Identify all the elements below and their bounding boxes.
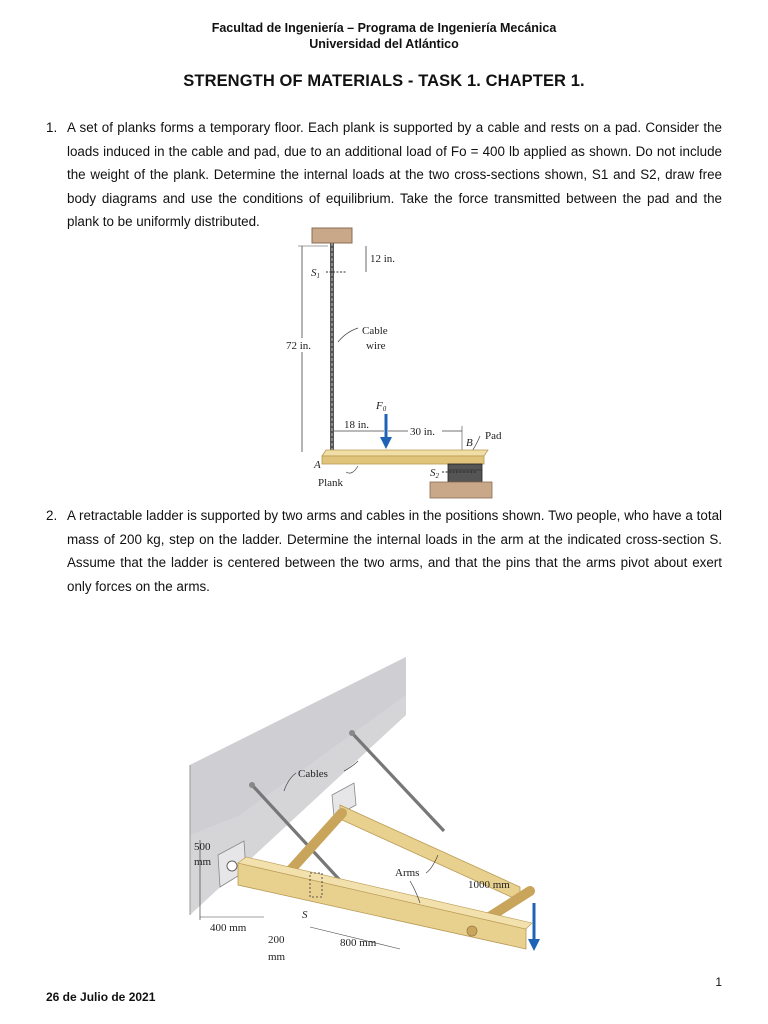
problem-2 <box>46 504 722 598</box>
problem-1 <box>46 116 722 234</box>
cable-back <box>352 733 444 831</box>
footer-date: 26 de Julio de 2021 <box>46 990 156 1004</box>
figure-1-plank-cable <box>280 224 520 500</box>
label-72in: 72 in. <box>286 340 312 352</box>
header-university: Universidad del Atlántico <box>309 37 459 51</box>
problem-1-number: 1. <box>46 120 58 135</box>
label-f0: F0 <box>376 400 387 413</box>
label-200-mm: mm <box>268 951 286 963</box>
pad-block <box>448 464 482 482</box>
pad-support <box>430 482 492 498</box>
label-500: 500 <box>194 841 211 853</box>
label-30in: 30 in. <box>410 426 436 438</box>
label-cables: Cables <box>298 768 328 780</box>
ceiling-support <box>312 228 352 243</box>
label-pad: Pad <box>485 430 502 442</box>
label-cable: Cable <box>362 325 388 337</box>
label-18in: 18 in. <box>344 419 370 431</box>
label-800: 800 mm <box>340 937 377 949</box>
label-1000: 1000 mm <box>468 879 510 891</box>
label-s1: S1 <box>311 267 320 280</box>
problem-2-number: 2. <box>46 508 58 523</box>
document-header <box>0 20 768 52</box>
figure-2-ladder <box>180 655 560 970</box>
rung-left <box>288 813 342 873</box>
problem-1-text: A set of planks forms a temporary floor. Each plank is supported by a cable and rests on a pad. Consider the loads induced in the cable and pad, due to an additional load of Fo = 400 lb applied as shown. Do not include the weight of the plank. Determine the internal loads at the two cross-sections shown, S1 and S2, draw free body diagrams and use the conditions of equilibrium. Take the force transmitted between the pad and the plank to be uniformly distributed. <box>67 120 722 230</box>
label-a: A <box>314 459 321 471</box>
label-plank: Plank <box>318 477 344 489</box>
header-faculty: Facultad de Ingeniería – Programa de Ingeniería Mecánica <box>211 21 557 35</box>
label-s: S <box>302 909 308 921</box>
label-b: B <box>466 437 473 449</box>
label-arms: Arms <box>395 867 420 879</box>
label-200: 200 <box>268 934 285 946</box>
page-title: STRENGTH OF MATERIALS - TASK 1. CHAPTER 1. <box>183 72 585 90</box>
label-12in: 12 in. <box>370 253 396 265</box>
label-wire: wire <box>366 340 386 352</box>
label-s2: S2 <box>430 467 439 480</box>
label-500-mm: mm <box>194 856 212 868</box>
problem-2-text: A retractable ladder is supported by two arms and cables in the positions shown. Two people, who have a total mass of 200 kg, step on the ladder. Determine the internal loads in the arm at the indicated cross-section S. Assume that the ladder is centered between the two arms, and that the pins that the arms pivot about exert only forces on the arms. <box>67 508 722 594</box>
plank-body <box>322 456 484 464</box>
page-number: 1 <box>715 975 722 989</box>
plank-top <box>322 450 488 456</box>
label-400: 400 mm <box>210 922 247 934</box>
